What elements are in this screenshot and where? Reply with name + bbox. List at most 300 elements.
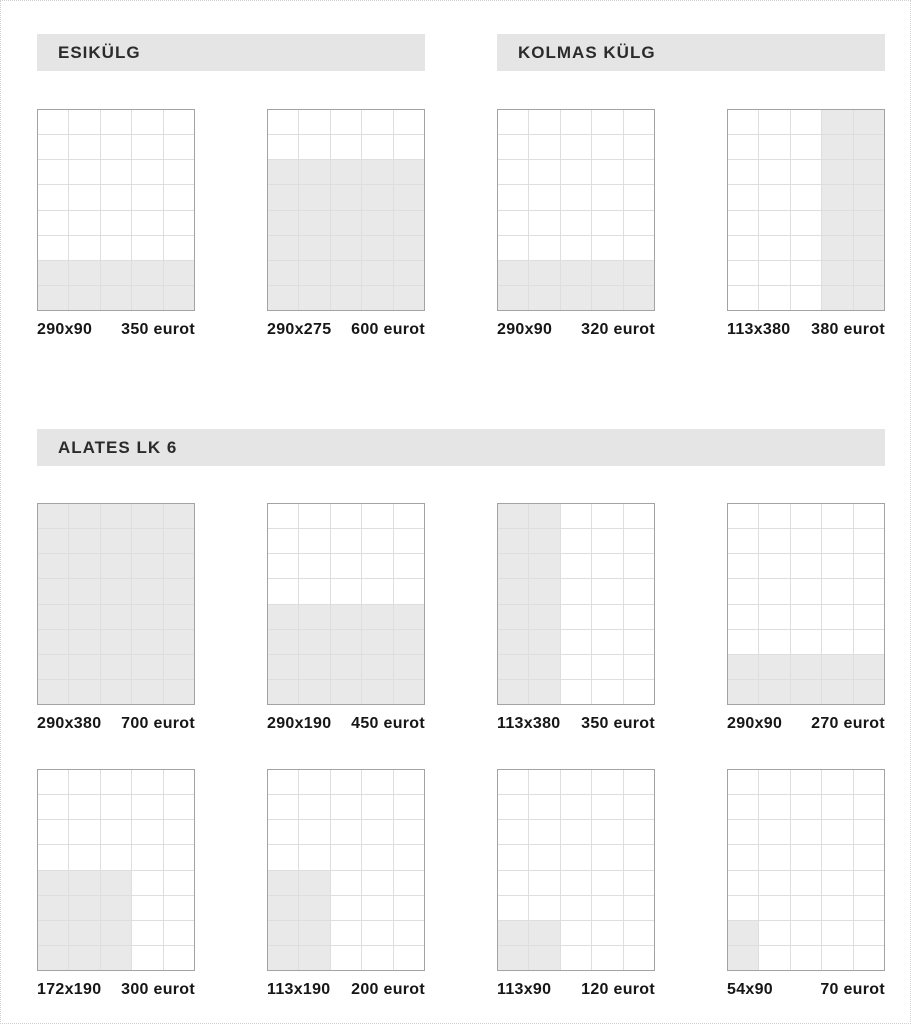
grid-cell bbox=[791, 820, 821, 844]
ad-slot-figure bbox=[497, 503, 655, 733]
ad-size-label: 113x190 bbox=[267, 981, 331, 998]
ad-area-cell bbox=[394, 236, 424, 260]
ad-area-cell bbox=[101, 261, 131, 285]
ad-area-cell bbox=[299, 630, 329, 654]
grid-cell bbox=[624, 605, 654, 629]
ad-slot-figure bbox=[497, 109, 655, 339]
ad-area-cell bbox=[331, 655, 361, 679]
grid-cell bbox=[164, 845, 194, 869]
ad-area-cell bbox=[331, 680, 361, 704]
grid-cell bbox=[38, 185, 68, 209]
grid-cell bbox=[529, 871, 559, 895]
grid-cell bbox=[759, 770, 789, 794]
grid-cell bbox=[164, 185, 194, 209]
ad-area-cell bbox=[164, 605, 194, 629]
ad-area-cell bbox=[362, 236, 392, 260]
grid-cell bbox=[38, 135, 68, 159]
grid-cell bbox=[561, 921, 591, 945]
grid-cell bbox=[791, 630, 821, 654]
grid-cell bbox=[592, 135, 622, 159]
grid-cell bbox=[624, 211, 654, 235]
grid-cell bbox=[791, 921, 821, 945]
grid-cell bbox=[394, 529, 424, 553]
ad-size-label: 290x275 bbox=[267, 321, 332, 338]
grid-cell bbox=[132, 185, 162, 209]
grid-cell bbox=[822, 896, 852, 920]
ad-area-cell bbox=[331, 236, 361, 260]
ad-area-cell bbox=[394, 185, 424, 209]
ad-area-cell bbox=[854, 286, 884, 310]
ad-area-cell bbox=[38, 680, 68, 704]
ad-area-cell bbox=[132, 680, 162, 704]
grid-cell bbox=[854, 630, 884, 654]
figure-caption bbox=[497, 714, 655, 733]
newspaper-page-grid bbox=[37, 109, 195, 311]
ad-area-cell bbox=[132, 529, 162, 553]
grid-cell bbox=[529, 185, 559, 209]
grid-cell bbox=[624, 871, 654, 895]
ad-area-cell bbox=[132, 605, 162, 629]
grid-cell bbox=[268, 110, 298, 134]
grid-cell bbox=[561, 655, 591, 679]
ad-area-cell bbox=[362, 655, 392, 679]
figure-caption bbox=[727, 714, 885, 733]
grid-cell bbox=[69, 110, 99, 134]
ad-area-cell bbox=[331, 185, 361, 209]
grid-cell bbox=[728, 554, 758, 578]
ad-area-cell bbox=[394, 160, 424, 184]
grid-cell bbox=[331, 135, 361, 159]
ad-size-label: 113x90 bbox=[497, 981, 552, 998]
grid-cell bbox=[38, 795, 68, 819]
ad-area-cell bbox=[101, 896, 131, 920]
newspaper-page-grid bbox=[727, 769, 885, 971]
ad-area-cell bbox=[624, 261, 654, 285]
ad-area-cell bbox=[101, 286, 131, 310]
ad-area-cell bbox=[69, 286, 99, 310]
ad-area-cell bbox=[164, 261, 194, 285]
ad-area-cell bbox=[854, 110, 884, 134]
grid-cell bbox=[624, 655, 654, 679]
grid-cell bbox=[759, 630, 789, 654]
ad-area-cell bbox=[101, 946, 131, 970]
grid-cell bbox=[164, 160, 194, 184]
newspaper-page-grid bbox=[497, 109, 655, 311]
ad-area-cell bbox=[299, 236, 329, 260]
ad-area-cell bbox=[822, 160, 852, 184]
ad-area-cell bbox=[38, 605, 68, 629]
grid-cell bbox=[132, 946, 162, 970]
grid-cell bbox=[529, 896, 559, 920]
grid-cell bbox=[728, 185, 758, 209]
grid-cell bbox=[854, 554, 884, 578]
grid-cell bbox=[592, 605, 622, 629]
ad-price-label: 200 eurot bbox=[351, 981, 425, 998]
grid-cell bbox=[132, 820, 162, 844]
ad-price-label: 70 eurot bbox=[820, 981, 885, 998]
grid-cell bbox=[759, 554, 789, 578]
ad-area-cell bbox=[854, 211, 884, 235]
ad-area-cell bbox=[394, 286, 424, 310]
ad-area-cell bbox=[101, 871, 131, 895]
grid-cell bbox=[728, 795, 758, 819]
grid-cell bbox=[561, 820, 591, 844]
grid-cell bbox=[101, 160, 131, 184]
alates-figures-row-2 bbox=[37, 769, 885, 999]
ad-size-label: 290x90 bbox=[37, 321, 93, 338]
grid-cell bbox=[362, 770, 392, 794]
grid-cell bbox=[394, 946, 424, 970]
grid-cell bbox=[101, 110, 131, 134]
section-title: KOLMAS KÜLG bbox=[518, 42, 656, 62]
grid-cell bbox=[498, 770, 528, 794]
grid-cell bbox=[624, 110, 654, 134]
ad-area-cell bbox=[69, 871, 99, 895]
grid-cell bbox=[592, 921, 622, 945]
ad-area-cell bbox=[132, 655, 162, 679]
grid-cell bbox=[759, 946, 789, 970]
grid-cell bbox=[854, 946, 884, 970]
grid-cell bbox=[822, 820, 852, 844]
grid-cell bbox=[362, 110, 392, 134]
grid-cell bbox=[299, 110, 329, 134]
ad-area-cell bbox=[854, 160, 884, 184]
grid-cell bbox=[101, 845, 131, 869]
grid-cell bbox=[728, 820, 758, 844]
ad-area-cell bbox=[268, 680, 298, 704]
grid-cell bbox=[101, 135, 131, 159]
ad-area-cell bbox=[268, 211, 298, 235]
grid-cell bbox=[822, 871, 852, 895]
ad-area-cell bbox=[331, 211, 361, 235]
grid-cell bbox=[561, 110, 591, 134]
grid-cell bbox=[164, 211, 194, 235]
grid-cell bbox=[791, 896, 821, 920]
ad-area-cell bbox=[331, 261, 361, 285]
grid-cell bbox=[331, 579, 361, 603]
grid-cell bbox=[268, 845, 298, 869]
figure-caption bbox=[37, 320, 195, 339]
ad-area-cell bbox=[822, 236, 852, 260]
ad-area-cell bbox=[164, 529, 194, 553]
grid-cell bbox=[592, 680, 622, 704]
grid-cell bbox=[561, 529, 591, 553]
ad-area-cell bbox=[38, 946, 68, 970]
grid-cell bbox=[854, 529, 884, 553]
ad-area-cell bbox=[822, 286, 852, 310]
grid-cell bbox=[101, 236, 131, 260]
grid-cell bbox=[592, 185, 622, 209]
grid-cell bbox=[331, 554, 361, 578]
grid-cell bbox=[394, 871, 424, 895]
ad-area-cell bbox=[101, 630, 131, 654]
ad-area-cell bbox=[299, 871, 329, 895]
ad-area-cell bbox=[362, 185, 392, 209]
grid-cell bbox=[331, 921, 361, 945]
ad-price-label: 270 eurot bbox=[811, 715, 885, 732]
grid-cell bbox=[101, 770, 131, 794]
ad-area-cell bbox=[164, 286, 194, 310]
grid-cell bbox=[331, 110, 361, 134]
grid-cell bbox=[132, 921, 162, 945]
ad-area-cell bbox=[69, 605, 99, 629]
ad-area-cell bbox=[498, 921, 528, 945]
grid-cell bbox=[331, 504, 361, 528]
ad-area-cell bbox=[561, 261, 591, 285]
grid-cell bbox=[38, 236, 68, 260]
grid-cell bbox=[624, 946, 654, 970]
grid-cell bbox=[498, 236, 528, 260]
grid-cell bbox=[362, 504, 392, 528]
grid-cell bbox=[561, 680, 591, 704]
grid-cell bbox=[624, 630, 654, 654]
grid-cell bbox=[728, 529, 758, 553]
newspaper-page-grid bbox=[267, 109, 425, 311]
ad-area-cell bbox=[268, 236, 298, 260]
grid-cell bbox=[822, 921, 852, 945]
alates-figures-row-1 bbox=[37, 503, 885, 733]
grid-cell bbox=[759, 795, 789, 819]
grid-cell bbox=[791, 135, 821, 159]
esikulg-figures bbox=[37, 109, 425, 339]
ad-area-cell bbox=[268, 261, 298, 285]
ad-area-cell bbox=[394, 261, 424, 285]
ad-area-cell bbox=[822, 655, 852, 679]
ad-slot-figure bbox=[727, 769, 885, 999]
grid-cell bbox=[592, 110, 622, 134]
grid-cell bbox=[394, 921, 424, 945]
grid-cell bbox=[69, 795, 99, 819]
grid-cell bbox=[624, 160, 654, 184]
grid-cell bbox=[164, 896, 194, 920]
ad-area-cell bbox=[728, 655, 758, 679]
grid-cell bbox=[561, 236, 591, 260]
grid-cell bbox=[854, 504, 884, 528]
grid-cell bbox=[592, 896, 622, 920]
ad-size-label: 113x380 bbox=[497, 715, 561, 732]
grid-cell bbox=[498, 185, 528, 209]
grid-cell bbox=[362, 579, 392, 603]
grid-cell bbox=[331, 529, 361, 553]
grid-cell bbox=[331, 845, 361, 869]
grid-cell bbox=[759, 529, 789, 553]
ad-slot-figure bbox=[37, 109, 195, 339]
ad-area-cell bbox=[498, 680, 528, 704]
grid-cell bbox=[791, 770, 821, 794]
ad-area-cell bbox=[268, 286, 298, 310]
grid-cell bbox=[822, 845, 852, 869]
ad-area-cell bbox=[498, 946, 528, 970]
ad-area-cell bbox=[38, 261, 68, 285]
ad-area-cell bbox=[132, 630, 162, 654]
grid-cell bbox=[394, 795, 424, 819]
ad-area-cell bbox=[38, 286, 68, 310]
grid-cell bbox=[728, 630, 758, 654]
grid-cell bbox=[822, 579, 852, 603]
ad-slot-figure bbox=[727, 109, 885, 339]
ad-area-cell bbox=[331, 630, 361, 654]
grid-cell bbox=[728, 579, 758, 603]
ad-area-cell bbox=[498, 529, 528, 553]
grid-cell bbox=[624, 554, 654, 578]
grid-cell bbox=[759, 160, 789, 184]
grid-cell bbox=[592, 211, 622, 235]
grid-cell bbox=[624, 135, 654, 159]
ad-area-cell bbox=[624, 286, 654, 310]
grid-cell bbox=[728, 871, 758, 895]
grid-cell bbox=[164, 770, 194, 794]
ad-size-label: 113x380 bbox=[727, 321, 791, 338]
grid-cell bbox=[331, 946, 361, 970]
ad-area-cell bbox=[362, 286, 392, 310]
grid-cell bbox=[561, 504, 591, 528]
grid-cell bbox=[498, 135, 528, 159]
grid-cell bbox=[624, 529, 654, 553]
grid-cell bbox=[394, 135, 424, 159]
section-header-kolmas-kulg bbox=[497, 34, 885, 71]
ad-area-cell bbox=[529, 921, 559, 945]
grid-cell bbox=[498, 820, 528, 844]
grid-cell bbox=[164, 110, 194, 134]
grid-cell bbox=[268, 529, 298, 553]
ad-area-cell bbox=[132, 504, 162, 528]
ad-area-cell bbox=[299, 946, 329, 970]
ad-area-cell bbox=[268, 921, 298, 945]
grid-cell bbox=[592, 504, 622, 528]
section-header-esikulg bbox=[37, 34, 425, 71]
grid-cell bbox=[728, 211, 758, 235]
grid-cell bbox=[854, 820, 884, 844]
grid-cell bbox=[132, 845, 162, 869]
grid-cell bbox=[132, 770, 162, 794]
ad-area-cell bbox=[69, 946, 99, 970]
grid-cell bbox=[791, 110, 821, 134]
ad-area-cell bbox=[164, 579, 194, 603]
ad-area-cell bbox=[69, 261, 99, 285]
figure-caption bbox=[37, 714, 195, 733]
grid-cell bbox=[624, 185, 654, 209]
grid-cell bbox=[69, 185, 99, 209]
grid-cell bbox=[791, 795, 821, 819]
ad-area-cell bbox=[299, 896, 329, 920]
grid-cell bbox=[69, 211, 99, 235]
grid-cell bbox=[268, 820, 298, 844]
ad-area-cell bbox=[164, 680, 194, 704]
grid-cell bbox=[498, 896, 528, 920]
grid-cell bbox=[362, 795, 392, 819]
ad-price-label: 120 eurot bbox=[581, 981, 655, 998]
grid-cell bbox=[592, 579, 622, 603]
ad-area-cell bbox=[791, 655, 821, 679]
ad-area-cell bbox=[529, 579, 559, 603]
grid-cell bbox=[69, 236, 99, 260]
ad-price-label: 700 eurot bbox=[121, 715, 195, 732]
grid-cell bbox=[759, 261, 789, 285]
ad-size-label: 54x90 bbox=[727, 981, 773, 998]
grid-cell bbox=[132, 211, 162, 235]
grid-cell bbox=[791, 286, 821, 310]
grid-cell bbox=[529, 795, 559, 819]
grid-cell bbox=[529, 110, 559, 134]
grid-cell bbox=[362, 820, 392, 844]
grid-cell bbox=[791, 185, 821, 209]
grid-cell bbox=[132, 871, 162, 895]
grid-cell bbox=[561, 896, 591, 920]
ad-slot-figure bbox=[267, 503, 425, 733]
ad-area-cell bbox=[268, 946, 298, 970]
grid-cell bbox=[561, 871, 591, 895]
ad-area-cell bbox=[268, 185, 298, 209]
grid-cell bbox=[791, 504, 821, 528]
ad-price-label: 600 eurot bbox=[351, 321, 425, 338]
grid-cell bbox=[759, 286, 789, 310]
grid-cell bbox=[791, 236, 821, 260]
ad-area-cell bbox=[362, 630, 392, 654]
ad-area-cell bbox=[854, 261, 884, 285]
grid-cell bbox=[69, 845, 99, 869]
grid-cell bbox=[854, 871, 884, 895]
grid-cell bbox=[561, 185, 591, 209]
ad-area-cell bbox=[498, 504, 528, 528]
ad-area-cell bbox=[268, 605, 298, 629]
newspaper-page-grid bbox=[267, 769, 425, 971]
grid-cell bbox=[592, 845, 622, 869]
grid-cell bbox=[498, 160, 528, 184]
ad-area-cell bbox=[728, 946, 758, 970]
grid-cell bbox=[759, 135, 789, 159]
grid-cell bbox=[791, 554, 821, 578]
ad-area-cell bbox=[394, 680, 424, 704]
ad-area-cell bbox=[38, 529, 68, 553]
grid-cell bbox=[38, 110, 68, 134]
grid-cell bbox=[822, 795, 852, 819]
ad-area-cell bbox=[822, 211, 852, 235]
ad-area-cell bbox=[101, 680, 131, 704]
ad-area-cell bbox=[299, 261, 329, 285]
ad-slot-figure bbox=[37, 503, 195, 733]
grid-cell bbox=[624, 680, 654, 704]
ad-area-cell bbox=[38, 579, 68, 603]
grid-cell bbox=[561, 946, 591, 970]
ad-area-cell bbox=[362, 160, 392, 184]
ad-area-cell bbox=[331, 160, 361, 184]
ad-area-cell bbox=[268, 160, 298, 184]
grid-cell bbox=[498, 845, 528, 869]
newspaper-page-grid bbox=[727, 109, 885, 311]
grid-cell bbox=[759, 579, 789, 603]
ad-area-cell bbox=[529, 680, 559, 704]
grid-cell bbox=[759, 871, 789, 895]
grid-cell bbox=[561, 160, 591, 184]
grid-cell bbox=[38, 160, 68, 184]
grid-cell bbox=[101, 795, 131, 819]
grid-cell bbox=[268, 770, 298, 794]
ad-slot-figure bbox=[497, 769, 655, 999]
grid-cell bbox=[592, 529, 622, 553]
grid-cell bbox=[592, 554, 622, 578]
grid-cell bbox=[362, 946, 392, 970]
grid-cell bbox=[561, 554, 591, 578]
ad-size-label: 290x380 bbox=[37, 715, 102, 732]
grid-cell bbox=[728, 286, 758, 310]
top-figures-row bbox=[37, 109, 885, 339]
ad-slot-figure bbox=[267, 109, 425, 339]
grid-cell bbox=[362, 135, 392, 159]
ad-area-cell bbox=[101, 921, 131, 945]
grid-cell bbox=[268, 554, 298, 578]
section-header-alates-lk6 bbox=[37, 429, 885, 466]
grid-cell bbox=[498, 871, 528, 895]
